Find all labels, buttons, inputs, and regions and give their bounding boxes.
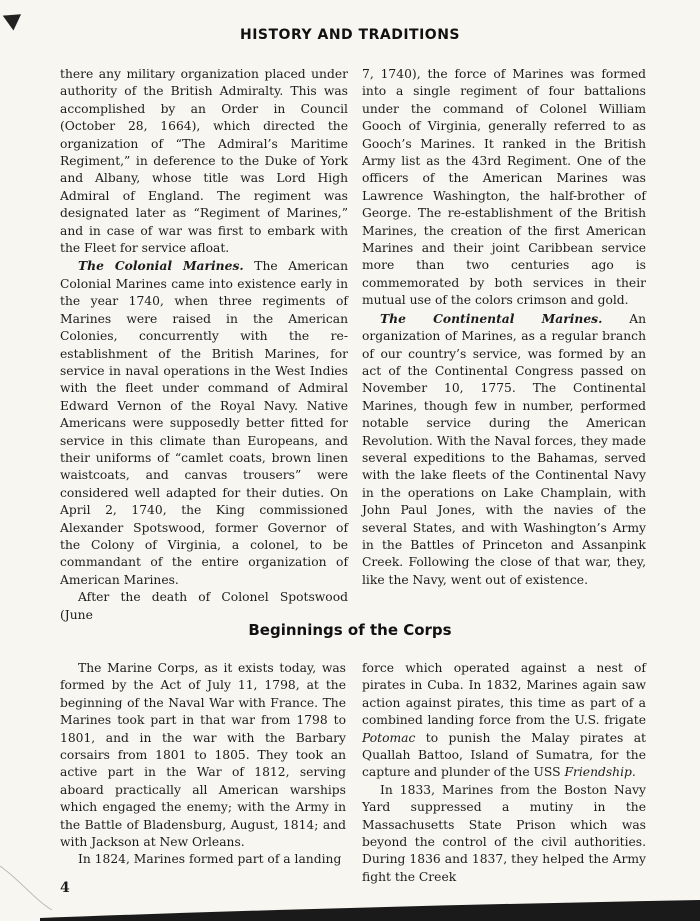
run-in-heading: The Colonial Marines. — [78, 258, 244, 274]
paragraph: After the death of Colonel Spotswood (June — [60, 590, 348, 622]
paragraph: In 1833, Marines from the Boston Navy Yard suppressed a mutiny in the Massachusetts State Prison which was beyond the control of the civil authorities. During 1836 and 1837, they helped the Army fight the Creek — [362, 782, 646, 884]
paragraph-body: The American Colonial Marines came into existence early in the year 1740, when three regiments of Marines were raised in the American Colonies, concurrently with the re-establishment of the British Marines, for service in naval operations in the West Indies with the fleet under command of Admiral Edward Vernon of the Royal Navy. Native Americans were supposedly better fitted for service in this climate than Europeans, and their uniforms of “camlet coats, brown linen waistcoats, and canvas trousers” were considered well adapted for their duties. On April 2, 1740, the King commissioned Alexander Spotswood, former Governor of the Colony of Virginia, a colonel, to be commandant of the entire organization of American Marines. — [60, 259, 348, 587]
page-edge-curve — [0, 860, 700, 921]
paragraph-text: to punish the Malay pirates at Quallah Battoo, Island of Sumatra, for the capture and plunder of the USS — [362, 730, 646, 780]
column-top-right — [362, 66, 646, 589]
paragraph: there any military organization placed under authority of the British Admiralty. This was accomplished by an Order in Council (October 28, 1664), which directed the organization of “The Admiral’s Maritime Regiment,” in deference to the Duke of York and Albany, whose title was Lord High Admiral of England. The regiment was designated later as “Regiment of Marines,” and in case of war was first to embark with the Fleet for service afloat. — [60, 67, 348, 256]
paragraph-continental-marines — [362, 310, 646, 590]
paragraph — [362, 660, 646, 782]
ship-name: Potomac — [362, 730, 416, 745]
paragraph: In 1824, Marines formed part of a landing — [78, 852, 342, 867]
column-top-left — [60, 66, 348, 624]
paragraph: 7, 1740), the force of Marines was formed into a single regiment of four battalions under the command of Colonel William Gooch of Virginia, generally referred to as Gooch’s Marines. It ranked in the British Army list as the 43rd Regiment. One of the officers of the American Marines was Lawrence Washington, the half-brother of George. The re-establishment of the British Marines, the creation of the first American Marines and their joint Caribbean service more than two centuries ago is commemorated by both services in their mutual use of the colors crimson and gold. — [362, 67, 646, 308]
column-bottom-left — [60, 660, 346, 869]
paragraph-colonial-marines — [60, 257, 348, 589]
section-heading: Beginnings of the Corps — [248, 621, 452, 639]
column-bottom-right — [362, 660, 646, 886]
paragraph-body: An organization of Marines, as a regular branch of our country’s service, was formed by an act of the Continental Congress passed on November 10, 1775. The Continental Marines, though few in number, performed notable service during the American Revolution. With the Naval forces, they made several expeditions to the Bahamas, served with the lake fleets of the Continental Navy in the operations on Lake Champlain, with John Paul Jones, with the navies of the several States, and with Washington’s Army in the Battles of Princeton and Assanpink Creek. Following the close of that war, they, like the Navy, went out of existence. — [362, 311, 647, 587]
ship-name: Friendship. — [564, 765, 636, 780]
paragraph-text: force which operated against a nest of pirates in Cuba. In 1832, Marines again saw action against pirates, this time as part of a combined landing force from the U.S. frigate — [362, 661, 646, 728]
run-in-heading: The Continental Marines. — [380, 310, 603, 326]
page-number: 4 — [60, 880, 70, 896]
paragraph: The Marine Corps, as it exists today, was formed by the Act of July 11, 1798, at the beginning of the Naval War with France. The Marines took part in that war from 1798 to 1801, and in the war with the Barbary corsairs from 1801 to 1805. They took an active part in the War of 1812, serving aboard practically all American warships which engaged the enemy; with the Army in the Battle of Bladensburg, August, 1814; and with Jackson at New Orleans. — [60, 661, 346, 850]
running-head: HISTORY AND TRADITIONS — [240, 27, 460, 43]
